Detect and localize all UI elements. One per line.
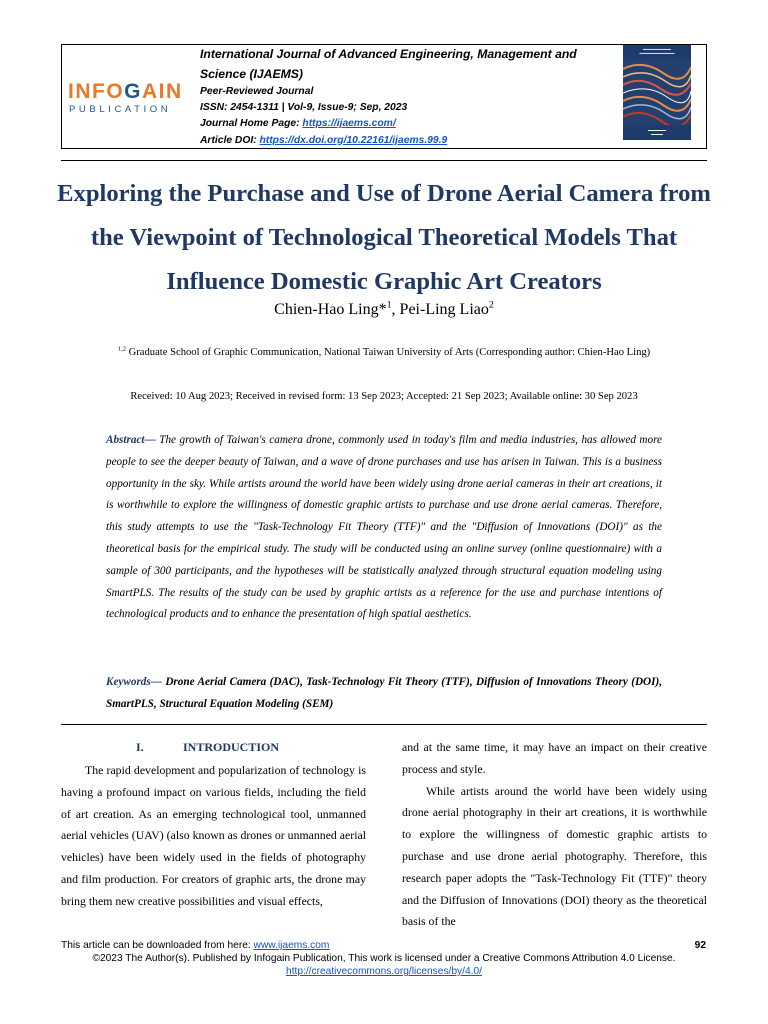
cover-artwork: [623, 59, 691, 125]
left-column: [61, 760, 366, 913]
header-divider: [61, 160, 707, 161]
footer-download-line: This article can be downloaded from here: www.ijaems.com: [61, 940, 330, 951]
journal-cover-image: [623, 45, 691, 140]
right-column: [402, 737, 707, 933]
footer-copyright: ©2023 The Author(s). Published by Infogain Publication, This work is licensed under a Creative Commons Attribution 4.0 License.: [92, 953, 676, 964]
issn-line: ISSN: 2454-1311 | Vol-9, Issue-9; Sep, 2023: [200, 102, 408, 114]
abstract-text: The growth of Taiwan's camera drone, commonly used in today's film and media industries, has allowed more people to see the deeper beauty of Taiwan, and a wave of drone purchases and use has arisen in Taiwan. This is a business opportunity in the sky. While artists around the world have been widely using drone aerial cameras in their art creations, it is worthwhile to explore the willingness of domestic graphic artists to purchase and use drone aerial cameras. Therefore, this study attempts to use the "Task-Technology Fit Theory (TTF)" and the "Diffusion of Innovations (DOI)" as the theoretical basis for the empirical study. The study will be conducted using an online survey (online questionnaire) with a sample of 300 participants, and the hypotheses will be statistically analyzed through structural equation modeling using SmartPLS. The results of the study can be used by graphic artists as a reference for the use and purchase intentions of technological products and to enhance the presentation of high spatial aesthetics.: [106, 434, 662, 621]
author-name: Pei-Ling Liao: [399, 301, 489, 318]
body-paragraph: and at the same time, it may have an impact on their creative process and style.: [402, 740, 707, 776]
doi-link[interactable]: https://dx.doi.org/10.22161/ijaems.99.9: [259, 134, 448, 146]
keywords-text: Drone Aerial Camera (DAC), Task-Technology Fit Theory (TTF), Diffusion of Innovations Theory (DOI), SmartPLS, Structural Equation Modeling (SEM): [106, 676, 662, 710]
keywords-label: Keywords—: [106, 676, 162, 688]
download-link[interactable]: www.ijaems.com: [253, 940, 330, 951]
logo-subtitle: PUBLICATION: [69, 104, 172, 115]
doi-line: Article DOI: https://dx.doi.org/10.22161/ijaems.99.9: [200, 134, 448, 146]
journal-info: [200, 44, 610, 149]
journal-title: International Journal of Advanced Engineering, Management and Science (IJAEMS): [200, 47, 577, 81]
license-link[interactable]: http://creativecommons.org/licenses/by/4.0/: [286, 966, 482, 977]
paper-title: Exploring the Purchase and Use of Drone Aerial Camera from the Viewpoint of Technological Theoretical Models That Influence Domestic Graphic Art Creators: [57, 180, 711, 295]
abstract-label: Abstract—: [106, 434, 156, 446]
body-paragraph: While artists around the world have been widely using drone aerial photography in their art creations, it is worthwhile to explore the willingness of domestic graphic artists to purchase and use drone aerial photography. Therefore, this research paper adopts the "Task-Technology Fit (TTF)" theory and the Diffusion of Innovations (DOI) theory as the theoretical basis of the: [402, 783, 707, 929]
section-number: I.: [136, 740, 144, 754]
cover-footer-graphic: ▬▬▬▬▬▬ ▬▬▬▬: [648, 128, 666, 136]
abstract-divider: [61, 724, 707, 725]
homepage-link[interactable]: https://ijaems.com/: [302, 118, 396, 130]
affiliation: $^{1,2}$ Graduate School of Graphic Communication, National Taiwan University of Arts (Corresponding author: Chien-Hao Ling): [117, 345, 651, 358]
homepage-line: Journal Home Page: https://ijaems.com/: [200, 118, 396, 130]
author-list: Chien-Hao Ling*$^1$, Pei-Ling Liao$^2$: [274, 299, 494, 318]
page-number: 92: [694, 940, 706, 951]
footer-license-line: [0, 965, 768, 979]
body-paragraph: The rapid development and popularization of technology is having a profound impact on various fields, including the field of art creation. As an emerging technological tool, unmanned aerial vehicles (UAV) (also known as drones or unmanned aerial vehicles) have been widely used in the fields of photography and film production. For creators of graphic arts, the drone may bring them new creative possibilities and visual effects,: [61, 763, 366, 908]
cover-title-graphic: ▬▬▬▬▬▬▬▬ ▬▬▬▬▬▬▬▬▬▬: [639, 47, 675, 55]
keywords: [106, 672, 662, 716]
author-name: Chien-Hao Ling*: [274, 301, 387, 318]
logo-wordmark: INFOGAIN: [68, 80, 183, 103]
publication-dates: Received: 10 Aug 2023; Received in revised form: 13 Sep 2023; Accepted: 21 Sep 2023; Available online: 30 Sep 2023: [130, 391, 638, 402]
infogain-logo: [68, 80, 184, 118]
peer-reviewed-label: Peer-Reviewed Journal: [200, 86, 314, 97]
abstract: [106, 430, 662, 626]
section-title: INTRODUCTION: [183, 740, 280, 754]
